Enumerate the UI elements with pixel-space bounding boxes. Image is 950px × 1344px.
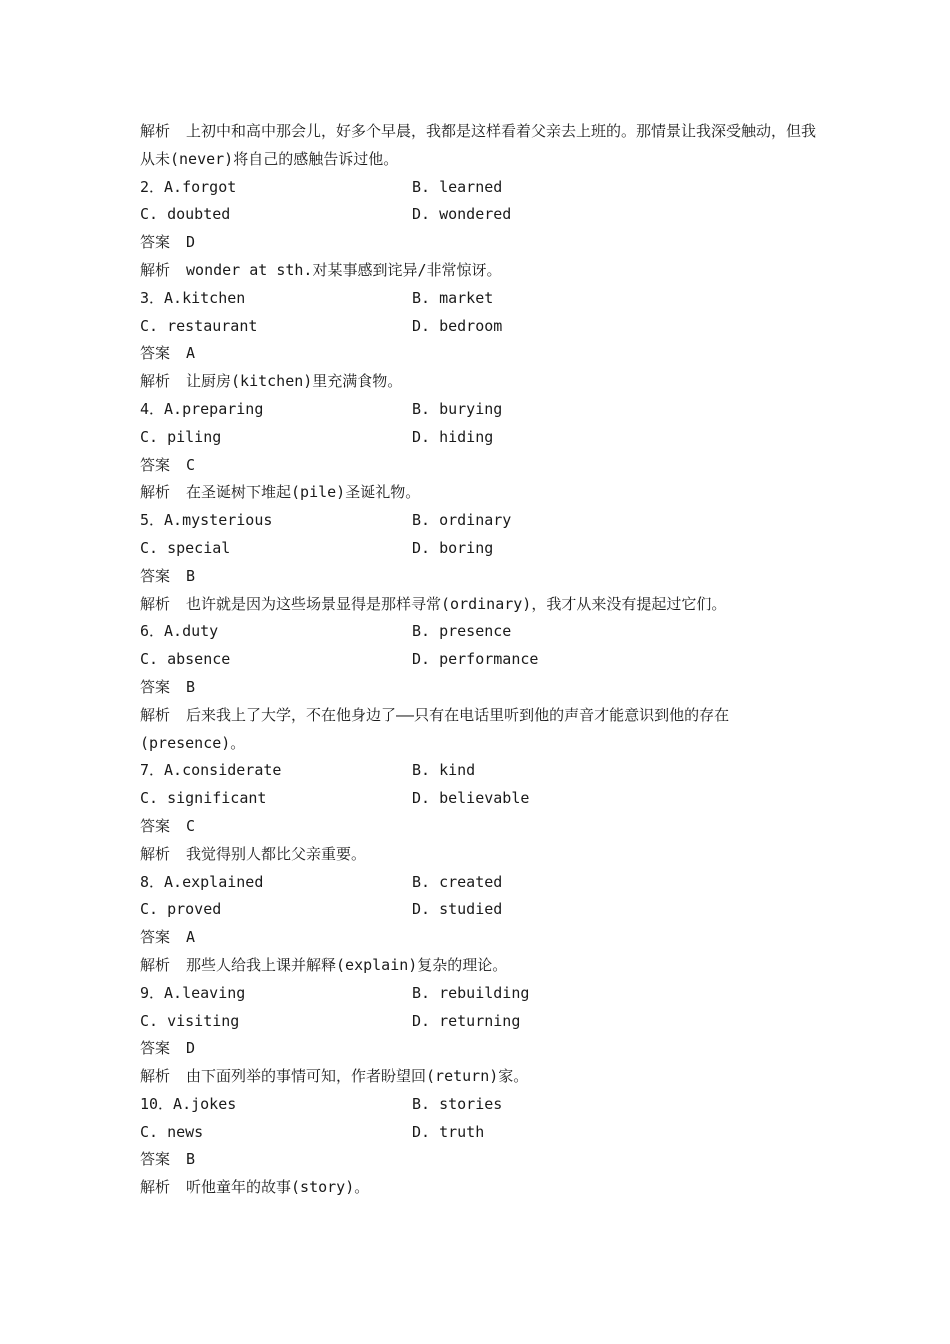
option-c: C. special	[140, 538, 231, 557]
answer-row	[140, 1035, 820, 1063]
option-a: 7．A.considerate	[140, 761, 282, 780]
question-item	[140, 174, 820, 285]
answer-row	[140, 813, 820, 841]
option-row	[140, 507, 820, 535]
option-b: B. rebuilding	[412, 983, 530, 1002]
option-d: D. truth	[412, 1122, 485, 1141]
option-c: C. news	[140, 1122, 204, 1141]
answer-value: A	[186, 344, 196, 363]
option-row	[140, 757, 820, 785]
analysis-row	[140, 1174, 820, 1202]
option-a: 5．A.mysterious	[140, 511, 273, 530]
option-row	[140, 285, 820, 313]
option-row	[140, 896, 820, 924]
analysis-text: 我觉得别人都比父亲重要。	[186, 844, 367, 863]
option-c: C. piling	[140, 427, 222, 446]
option-d: D. bedroom	[412, 316, 503, 335]
option-d: D. believable	[412, 789, 530, 808]
question-list	[140, 174, 820, 1202]
analysis-row	[140, 841, 820, 869]
analysis-label: 解析	[140, 955, 171, 974]
analysis-row	[140, 1063, 820, 1091]
option-row	[140, 618, 820, 646]
analysis-text: 让厨房(kitchen)里充满食物。	[186, 372, 403, 391]
analysis-label: 解析	[140, 1178, 171, 1197]
option-row	[140, 1119, 820, 1147]
answer-value: C	[186, 816, 196, 835]
analysis-label: 解析	[140, 122, 171, 140]
answer-value: B	[186, 677, 196, 696]
option-row	[140, 1091, 820, 1119]
analysis-text: 听他童年的故事(story)。	[186, 1178, 370, 1197]
analysis-text: 后来我上了大学，不在他身边了——只有在电话里听到他的声音才能意识到他的存在(presence)。	[140, 705, 730, 752]
option-row	[140, 313, 820, 341]
analysis-label: 解析	[140, 594, 171, 613]
question-item	[140, 980, 820, 1091]
answer-value: C	[186, 455, 196, 474]
option-a: 8．A.explained	[140, 872, 264, 891]
answer-row	[140, 1146, 820, 1174]
analysis-row	[140, 368, 820, 396]
option-b: B. presence	[412, 622, 512, 641]
option-d: D. boring	[412, 538, 494, 557]
option-d: D. wondered	[412, 205, 512, 224]
option-b: B. market	[412, 288, 494, 307]
question-item	[140, 618, 820, 757]
analysis-row	[140, 591, 820, 619]
analysis-label: 解析	[140, 483, 171, 502]
option-d: D. performance	[412, 650, 539, 669]
answer-label: 答案	[140, 677, 171, 696]
answer-row	[140, 452, 820, 480]
answer-value: D	[186, 233, 196, 252]
option-c: C. visiting	[140, 1011, 240, 1030]
option-row	[140, 535, 820, 563]
question-item	[140, 869, 820, 980]
option-c: C. doubted	[140, 205, 231, 224]
analysis-row	[140, 257, 820, 285]
analysis-row	[140, 479, 820, 507]
document-page	[140, 118, 820, 1202]
option-b: B. burying	[412, 399, 503, 418]
answer-label: 答案	[140, 233, 171, 252]
option-d: D. studied	[412, 900, 503, 919]
analysis-label: 解析	[140, 705, 171, 724]
answer-row	[140, 340, 820, 368]
option-a: 10．A.jokes	[140, 1094, 237, 1113]
answer-row	[140, 924, 820, 952]
answer-row	[140, 674, 820, 702]
analysis-text: wonder at sth.对某事感到诧异/非常惊讶。	[186, 260, 502, 279]
answer-label: 答案	[140, 455, 171, 474]
option-b: B. learned	[412, 177, 503, 196]
option-d: D. hiding	[412, 427, 494, 446]
analysis-text: 也许就是因为这些场景显得是那样寻常(ordinary)，我才从来没有提起过它们。	[186, 594, 727, 613]
option-row	[140, 980, 820, 1008]
question-item	[140, 507, 820, 618]
option-c: C. restaurant	[140, 316, 258, 335]
option-b: B. ordinary	[412, 511, 512, 530]
option-row	[140, 201, 820, 229]
intro-analysis	[140, 118, 820, 174]
option-row	[140, 869, 820, 897]
analysis-text: 由下面列举的事情可知，作者盼望回(return)家。	[186, 1067, 529, 1086]
answer-label: 答案	[140, 928, 171, 947]
option-b: B. created	[412, 872, 503, 891]
option-row	[140, 424, 820, 452]
analysis-label: 解析	[140, 260, 171, 279]
answer-value: A	[186, 928, 196, 947]
option-row	[140, 785, 820, 813]
answer-value: D	[186, 1039, 196, 1058]
option-c: C. absence	[140, 650, 231, 669]
answer-label: 答案	[140, 1150, 171, 1169]
analysis-text: 在圣诞树下堆起(pile)圣诞礼物。	[186, 483, 421, 502]
answer-row	[140, 229, 820, 257]
answer-value: B	[186, 566, 196, 585]
option-d: D. returning	[412, 1011, 521, 1030]
option-b: B. stories	[412, 1094, 503, 1113]
analysis-row	[140, 952, 820, 980]
analysis-label: 解析	[140, 1067, 171, 1086]
analysis-label: 解析	[140, 372, 171, 391]
option-a: 4．A.preparing	[140, 399, 264, 418]
analysis-text: 那些人给我上课并解释(explain)复杂的理论。	[186, 955, 508, 974]
question-item	[140, 757, 820, 868]
option-b: B. kind	[412, 761, 476, 780]
option-a: 6．A.duty	[140, 622, 219, 641]
analysis-label: 解析	[140, 844, 171, 863]
option-c: C. significant	[140, 789, 267, 808]
question-item	[140, 285, 820, 396]
option-a: 3．A.kitchen	[140, 288, 246, 307]
option-c: C. proved	[140, 900, 222, 919]
answer-value: B	[186, 1150, 196, 1169]
analysis-row	[140, 702, 820, 758]
option-row	[140, 646, 820, 674]
option-row	[140, 396, 820, 424]
option-row	[140, 1008, 820, 1036]
question-item	[140, 1091, 820, 1202]
option-a: 9．A.leaving	[140, 983, 246, 1002]
analysis-text: 上初中和高中那会儿，好多个早晨，我都是这样看着父亲去上班的。那情景让我深受触动，但我从未(never)将自己的感触告诉过他。	[140, 122, 817, 168]
option-row	[140, 174, 820, 202]
option-a: 2．A.forgot	[140, 177, 237, 196]
answer-label: 答案	[140, 566, 171, 585]
answer-label: 答案	[140, 344, 171, 363]
answer-row	[140, 563, 820, 591]
question-item	[140, 396, 820, 507]
answer-label: 答案	[140, 1039, 171, 1058]
answer-label: 答案	[140, 816, 171, 835]
